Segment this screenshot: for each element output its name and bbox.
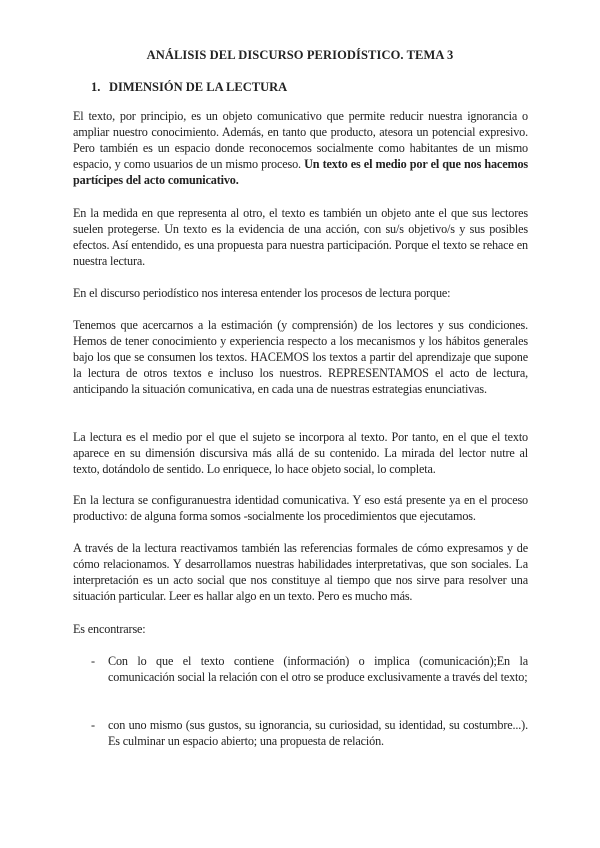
bullet-item-1 bbox=[91, 653, 528, 685]
bullet-item-2 bbox=[91, 717, 528, 749]
section-number: 1. bbox=[91, 80, 101, 94]
document-title: ANÁLISIS DEL DISCURSO PERIODÍSTICO. TEMA 3 bbox=[146, 48, 454, 62]
bullet-text: Con lo que el texto contiene (información) o implica (comunicación);En la comunicación social la relación con el otro se produce exclusivamente a través del texto; bbox=[108, 654, 528, 684]
paragraph-1-text: El texto, por principio, es un objeto comunicativo que permite reducir nuestra ignorancia o ampliar nuestro conocimiento. Además, en tanto que producto, atesora un potencial expresivo. Pero también es un espacio donde reconocemos socialmente como habitantes de un mismo espacio, y como usuarios de un mismo proceso. bbox=[73, 109, 528, 171]
paragraph-1 bbox=[73, 108, 528, 188]
paragraph-7: A través de la lectura reactivamos también las referencias formales de cómo expresamos y de cómo relacionamos. Y desarrollamos nuestras habilidades interpretativas, que son sociales. La interpretación es un acto social que nos constituye al tiempo que nos sirve para resolver una situación particular. Leer es hallar algo en un texto. Pero es mucho más. bbox=[73, 541, 528, 603]
bullet-dash: - bbox=[91, 654, 95, 668]
paragraph-3: En el discurso periodístico nos interesa entender los procesos de lectura porque: bbox=[73, 286, 451, 300]
section-heading-text: DIMENSIÓN DE LA LECTURA bbox=[109, 80, 288, 94]
paragraph-2: En la medida en que representa al otro, el texto es también un objeto ante el que sus lectores suelen protegerse. Un texto es la evidencia de una acción, con su/s objetivo/s y sus posibles efectos. Así entendido, es una propuesta para nuestra participación. Porque el texto se rehace en nuestra lectura. bbox=[73, 206, 528, 268]
paragraph-6: En la lectura se configuranuestra identidad comunicativa. Y eso está presente ya en el proceso productivo: de alguna forma somos -socialmente los procedimientos que ejecutamos. bbox=[73, 493, 528, 523]
bullet-dash: - bbox=[91, 718, 95, 732]
section-heading bbox=[91, 80, 287, 95]
paragraph-1-bold: Un texto es el medio por el que nos hacemos partícipes del acto comunicativo. bbox=[73, 157, 528, 187]
paragraph-4: Tenemos que acercarnos a la estimación (y comprensión) de los lectores y sus condiciones. Hemos de tener conocimiento y experiencia respecto a los mecanismos y los hábitos generales bajo los que se consumen los textos. HACEMOS los textos a partir del aprendizaje que supone la lectura de otros textos e incluso los nuestros. REPRESENTAMOS el acto de lectura, anticipando la situación comunicativa, en cada una de nuestras estrategias enunciativas. bbox=[73, 318, 528, 396]
bullet-text: con uno mismo (sus gustos, su ignorancia, su curiosidad, su identidad, su costumbre...). Es culminar un espacio abierto; una propuesta de relación. bbox=[108, 718, 528, 748]
paragraph-8: Es encontrarse: bbox=[73, 622, 146, 636]
paragraph-5: La lectura es el medio por el que el sujeto se incorpora al texto. Por tanto, en el que el texto aparece en su dimensión discursiva más allá de su contenido. La mirada del lector nutre al texto, dotándolo de sentido. Lo enriquece, lo hace objeto social, lo completa. bbox=[73, 430, 528, 476]
